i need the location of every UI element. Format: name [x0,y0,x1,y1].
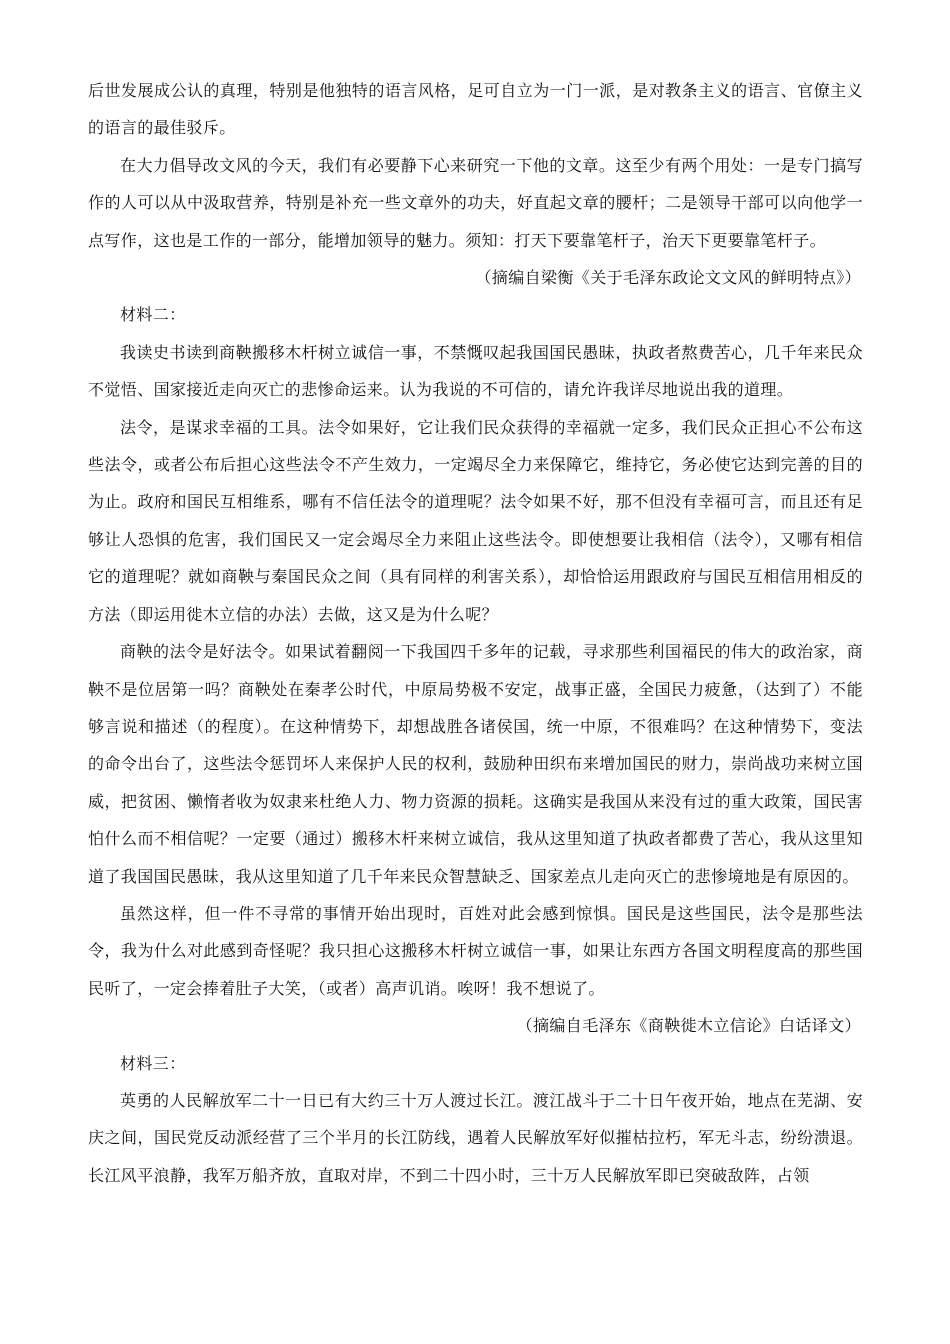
document-page [88,72,863,1194]
paragraph-shang-yang-2: 法令，是谋求幸福的工具。法令如果好，它让我们民众获得的幸福就一定多，我们民众正担心不公布这些法令，或者公布后担心这些法令不产生效力，一定竭尽全力来保障它，维持它，务必使它达到完善的目的为止。政府和国民互相维系，哪有不信任法令的道理呢？法令如果不好，那不但没有幸福可言，而且还有足够让人恐惧的危害，我们国民又一定会竭尽全力来阻止这些法令。即使想要让我相信（法令），又哪有相信它的道理呢？就如商鞅与秦国民众之间（具有同样的利害关系），却恰恰运用跟政府与国民互相信用相反的方法（即运用徙木立信的办法）去做，这又是为什么呢？ [88,417,863,624]
paragraph-shang-yang-1: 我读史书读到商鞅搬移木杆树立诚信一事，不禁慨叹起我国国民愚昧，执政者熬费苦心，几千年来民众不觉悟、国家接近走向灭亡的悲惨命运来。认为我说的不可信的，请允许我详尽地说出我的道理。 [88,342,863,400]
paragraph-yangtze-crossing: 英勇的人民解放军二十一日已有大约三十万人渡过长江。渡江战斗于二十日午夜开始，地点在芜湖、安庆之间，国民党反动派经营了三个半月的长江防线，遇着人民解放军好似摧枯拉朽，军无斗志，纷纷溃退。长江风平浪静，我军万船齐放，直取对岸，不到二十四小时，三十万人民解放军即已突破敌阵，占领 [88,1090,863,1185]
source-citation-1: （摘编自梁衡《关于毛泽东政论文文风的鲜明特点》） [475,268,861,288]
section-heading-material-2: 材料二： [120,305,186,325]
paragraph-writing-style: 在大力倡导改文风的今天，我们有必要静下心来研究一下他的文章。这至少有两个用处：一是专门搞写作的人可以从中汲取营养，特别是补充一些文章外的功夫，好直起文章的腰杆；二是领导干部可以向他学一点写作，这也是工作的一部分，能增加领导的魅力。须知：打天下要靠笔杆子，治天下更要靠笔杆子。 [88,155,863,250]
paragraph-shang-yang-4: 虽然这样，但一件不寻常的事情开始出现时，百姓对此会感到惊惧。国民是这些国民，法令是那些法令，我为什么对此感到奇怪呢？我只担心这搬移木杆树立诚信一事，如果让东西方各国文明程度高的那些国民听了，一定会捧着肚子大笑，（或者）高声讥诮。唉呀！我不想说了。 [88,903,863,998]
paragraph-intro-continuation: 后世发展成公认的真理，特别是他独特的语言风格，足可自立为一门一派，是对教条主义的语言、官僚主义的语言的最佳驳斥。 [88,81,863,138]
source-citation-2: （摘编自毛泽东《商鞅徙木立信论》白话译文） [516,1016,861,1036]
section-heading-material-3: 材料三： [120,1053,186,1073]
paragraph-shang-yang-3: 商鞅的法令是好法令。如果试着翻阅一下我国四千多年的记载，寻求那些利国福民的伟大的政治家，商鞅不是位居第一吗？商鞅处在秦孝公时代，中原局势极不安定，战事正盛，全国民力疲惫，（达到了）不能够言说和描述（的程度）。在这种情势下，却想战胜各诸侯国，统一中原，不很难吗？在这种情势下，变法的命令出台了，这些法令惩罚坏人来保护人民的权利，鼓励种田织布来增加国民的财力，崇尚战功来树立国威，把贫困、懒惰者收为奴隶来杜绝人力、物力资源的损耗。这确实是我国从来没有过的重大政策，国民害怕什么而不相信呢？一定要（通过）搬移木杆来树立诚信，我从这里知道了执政者都费了苦心，我从这里知道了我国国民愚昧，我从这里知道了几千年来民众智慧缺乏、国家差点儿走向灭亡的悲惨境地是有原因的。 [88,642,863,886]
